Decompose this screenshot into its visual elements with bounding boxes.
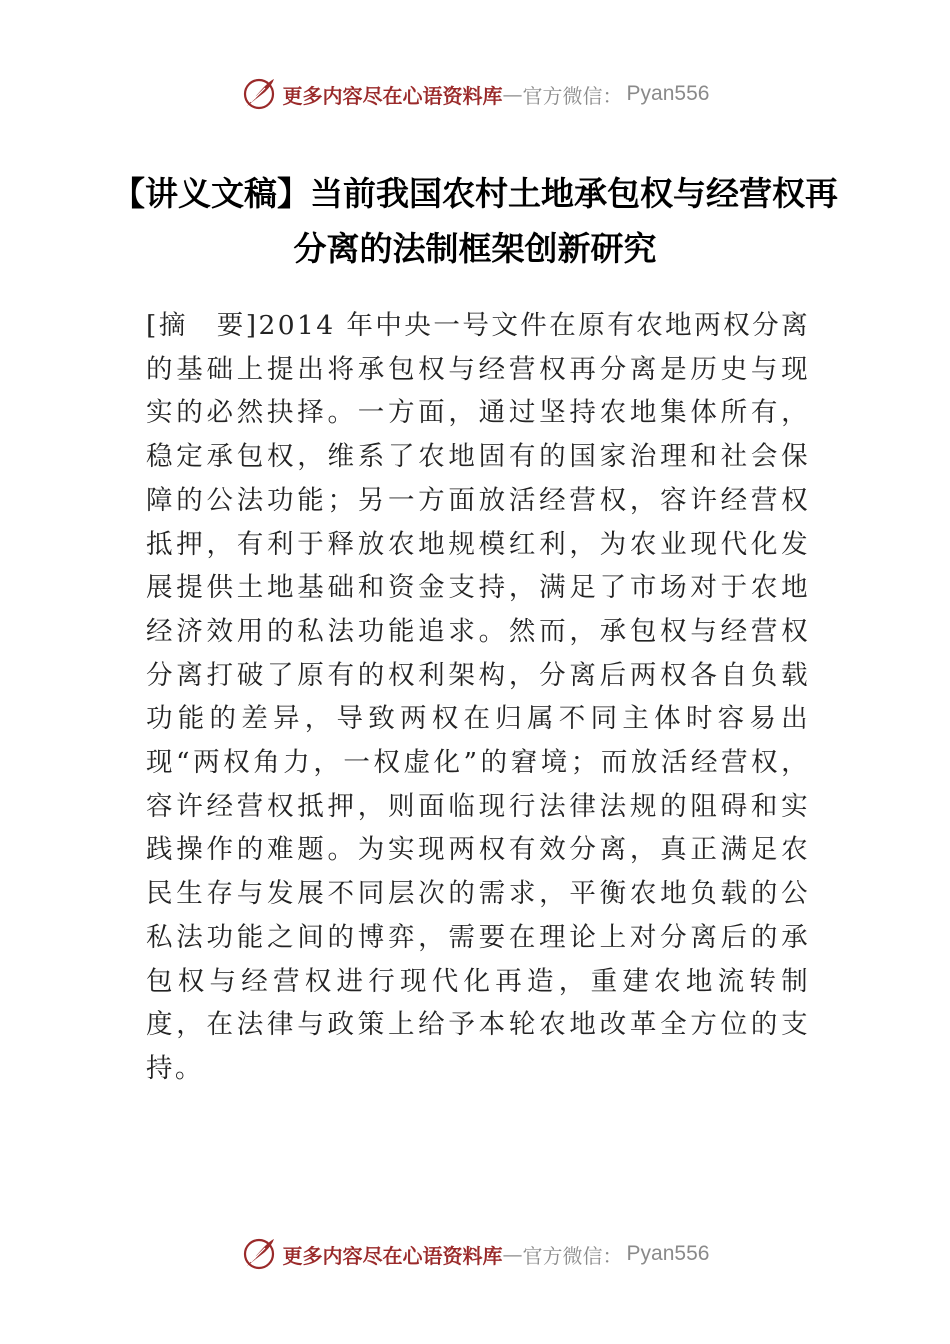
quill-logo-icon xyxy=(241,76,277,112)
wechat-id: Pyan556 xyxy=(626,1242,710,1265)
separator: — xyxy=(502,1242,523,1266)
footer-banner xyxy=(0,1232,950,1276)
wechat-id: Pyan556 xyxy=(626,82,710,105)
separator: — xyxy=(502,82,523,106)
wechat-label: 官方微信： xyxy=(522,83,623,108)
wechat-label: 官方微信： xyxy=(522,1243,623,1268)
abstract-paragraph: [摘 要]2014 年中央一号文件在原有农地两权分离的基础上提出将承包权与经营权再分离是历史与现实的必然抉择。一方面，通过坚持农地集体所有，稳定承包权，维系了农地固有的国家治理和社会保障的公法功能；另一方面放活经营权，容许经营权抵押，有利于释放农地规模红利，为农业现代化发展提供土地基础和资金支持，满足了市场对于农地经济效用的私法功能追求。然而，承包权与经营权分离打破了原有的权利架构，分离后两权各自负载功能的差异，导致两权在归属不同主体时容易出现“两权角力，一权虚化”的窘境；而放活经营权，容许经营权抵押，则面临现行法律法规的阻碍和实践操作的难题。为实现两权有效分离，真正满足农民生存与发展不同层次的需求，平衡农地负载的公私法功能之间的博弈，需要在理论上对分离后的承包权与经营权进行现代化再造，重建农地流转制度，在法律与政策上给予本轮农地改革全方位的支持。 xyxy=(146,310,810,1084)
site-name: 更多内容尽在心语资料库 xyxy=(282,83,503,108)
document-title: 【讲义文稿】当前我国农村土地承包权与经营权再分离的法制框架创新研究 xyxy=(112,174,838,268)
header-banner xyxy=(0,72,950,116)
quill-logo-icon xyxy=(241,1236,277,1272)
site-name: 更多内容尽在心语资料库 xyxy=(282,1243,503,1268)
